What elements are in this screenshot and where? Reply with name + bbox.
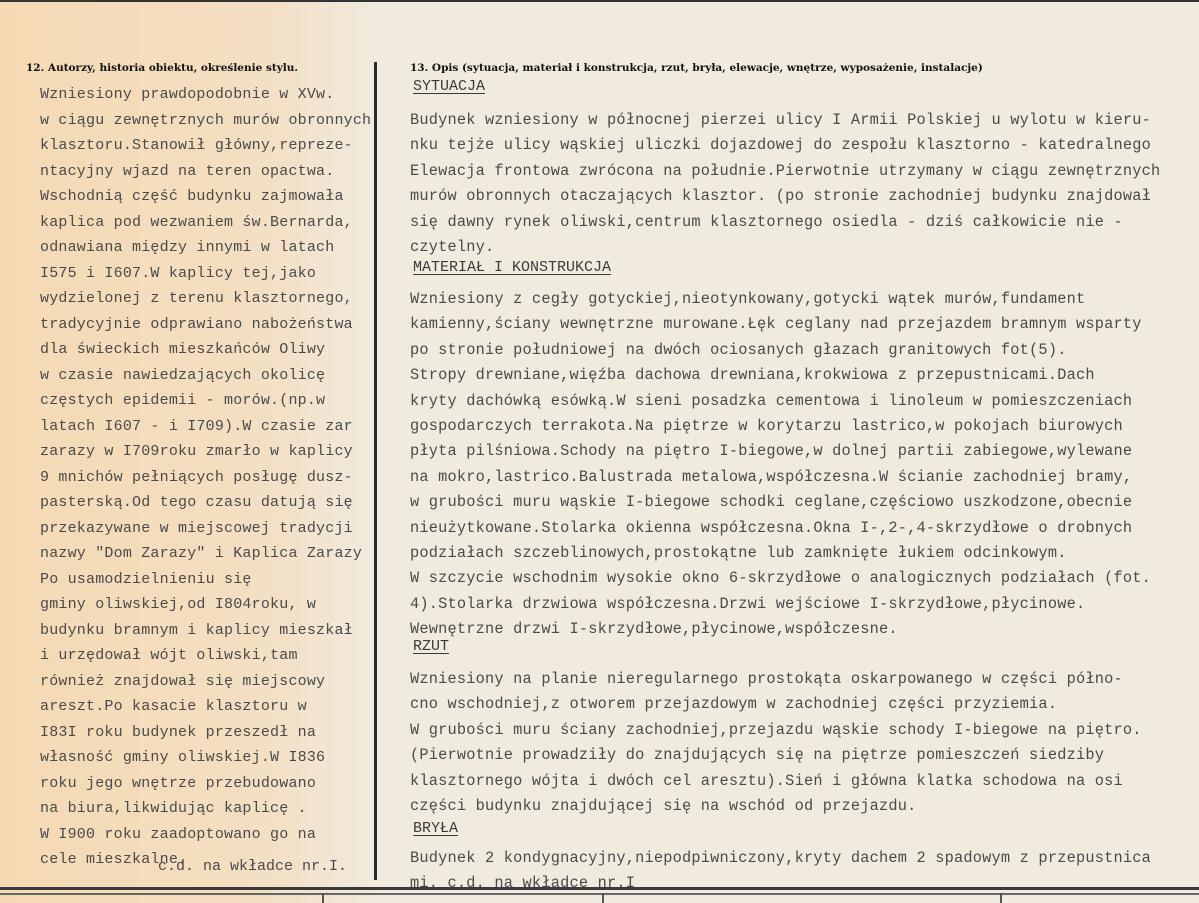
text-line: kaplica pod wezwaniem św.Bernarda, bbox=[40, 213, 353, 231]
text-line: w grubości muru wąskie I-biegowe schodki ceglane,częściowo uszkodzone,obecnie bbox=[410, 493, 1133, 512]
text-line: murów obronnych otaczających klasztor. (po stronie zachodniej budynku znajdował bbox=[410, 187, 1151, 206]
left-continuation-note: c.d. na wkładce nr.I. bbox=[158, 858, 348, 875]
column-divider bbox=[374, 62, 377, 880]
text-line: podziałach szczeblinowych,prostokątne lub zamknięte łukiem odcinkowym. bbox=[410, 543, 1067, 562]
text-line: klasztoru.Stanowił główny,repreze- bbox=[40, 137, 353, 154]
text-line: 4).Stolarka drzwiowa współczesna.Drzwi wejściowe I-skrzydłowe,płycinowe. bbox=[410, 594, 1086, 613]
text-line: Wzniesiony z cegły gotyckiej,nieotynkowany,gotycki wątek murów,fundament bbox=[410, 290, 1086, 308]
sytuacja-text bbox=[410, 108, 1195, 260]
text-line: odnawiana między innymi w latach bbox=[40, 239, 335, 256]
text-line: klasztornego wójta i dwóch cel aresztu).Sień i główna klatka schodowa na osi bbox=[410, 771, 1123, 790]
text-line: częstych epidemii - morów.(np.w bbox=[40, 392, 326, 409]
text-line: roku jego wnętrze przebudowano bbox=[40, 774, 317, 792]
material-text bbox=[410, 287, 1195, 642]
left-column-text bbox=[40, 82, 370, 873]
text-line: W I900 roku zaadoptowano go na bbox=[40, 825, 317, 843]
text-line: I575 i I607.W kaplicy tej,jako bbox=[40, 264, 317, 282]
text-line: cno wschodniej,z otworem przejazdowym w zachodniej części przyziemia. bbox=[410, 695, 1058, 714]
text-line: budynku bramnym i kaplicy mieszkał bbox=[40, 621, 353, 639]
text-line: i urzędował wójt oliwski,tam bbox=[40, 647, 298, 664]
text-line: kryty dachówką esówką.W sieni posadzka cementowa i linoleum w pomieszczeniach bbox=[410, 391, 1133, 410]
top-border bbox=[0, 0, 1199, 2]
text-line: pasterską.Od tego czasu datują się bbox=[40, 494, 353, 511]
text-line: W grubości muru ściany zachodniej,przejazdu wąskie schody I-biegowe na piętro. bbox=[410, 720, 1142, 739]
text-line: areszt.Po kasacie klasztoru w bbox=[40, 698, 307, 715]
section-bryla: BRYŁA bbox=[413, 820, 459, 837]
text-line: cele mieszkalne. bbox=[40, 851, 188, 868]
text-line: na biura,likwidując kaplicę . bbox=[40, 800, 307, 817]
text-line: własność gminy oliwskiej.W I836 bbox=[40, 749, 326, 766]
left-heading: 12. Autorzy, historia obiektu, określenie stylu. bbox=[26, 62, 299, 74]
text-line: 9 mnichów pełniących posługę dusz- bbox=[40, 468, 353, 486]
section-sytuacja: SYTUACJA bbox=[413, 78, 486, 95]
section-material: MATERIAŁ I KONSTRUKCJA bbox=[413, 259, 612, 276]
text-line: latach I607 - i I709).W czasie zar bbox=[40, 417, 353, 435]
text-line: przekazywane w miejscowej tradycji bbox=[40, 519, 353, 537]
text-line: Wzniesiony prawdopodobnie w XVw. bbox=[40, 86, 335, 103]
text-line: Wewnętrzne drzwi I-skrzydłowe,płycinowe,współczesne. bbox=[410, 620, 898, 639]
right-heading: 13. Opis (sytuacja, materiał i konstrukcja, rzut, bryła, elewacje, wnętrze, wyposażenie, instalacje) bbox=[410, 62, 983, 74]
bryla-text bbox=[410, 846, 1195, 897]
text-line: gospodarczych terrakota.Na piętrze w korytarzu lastrico,w pokojach biurowych bbox=[410, 416, 1123, 435]
rzut-text bbox=[410, 667, 1195, 819]
text-line: na mokro,lastrico.Balustrada metalowa,współczesna.W ścianie zachodniej bramy, bbox=[410, 467, 1133, 486]
text-line: ntacyjny wjazd na teren opactwa. bbox=[40, 162, 335, 180]
text-line: kamienny,ściany wewnętrzne murowane.Łęk ceglany nad przejazdem bramnym wsparty bbox=[410, 315, 1142, 334]
bottom-tick bbox=[322, 893, 324, 903]
text-line: w ciągu zewnętrznych murów obronnych bbox=[40, 111, 372, 129]
text-line: Wzniesiony na planie nieregularnego prostokąta oskarpowanego w części półno- bbox=[410, 670, 1123, 688]
text-line: nazwy "Dom Zarazy" i Kaplica Zarazy bbox=[40, 545, 363, 562]
text-line: Budynek 2 kondygnacyjny,niepodpiwniczony,kryty dachem 2 spadowym z przepustnica bbox=[410, 849, 1151, 867]
text-line: I83I roku budynek przeszedł na bbox=[40, 723, 317, 741]
text-line: Budynek wzniesiony w północnej pierzei ulicy I Armii Polskiej u wylotu w kieru- bbox=[410, 111, 1151, 129]
text-line: Po usamodzielnieniu się bbox=[40, 570, 252, 588]
text-line: się dawny rynek oliwski,centrum klasztornego osiedla - dziś całkowicie nie - bbox=[410, 212, 1123, 231]
text-line: Stropy drewniane,więźba dachowa drewniana,krokwiowa z przepustnicami.Dach bbox=[410, 366, 1095, 385]
text-line: w czasie nawiedzających okolicę bbox=[40, 366, 326, 384]
text-line: po stronie południowej na dwóch ociosanych głazach granitowych fot(5). bbox=[410, 340, 1067, 359]
text-line: wydzielonej z terenu klasztornego, bbox=[40, 290, 353, 307]
text-line: nku tejże ulicy wąskiej uliczki dojazdowej do zespołu klasztorno - katedralnego bbox=[410, 136, 1151, 155]
text-line: W szczycie wschodnim wysokie okno 6-skrzydłowe o analogicznych podziałach (fot. bbox=[410, 569, 1151, 588]
text-line: czytelny. bbox=[410, 237, 495, 256]
text-line: Wschodnią część budynku zajmowała bbox=[40, 188, 344, 205]
text-line: mi. c.d. na wkładce nr.I bbox=[410, 874, 636, 893]
text-line: gminy oliwskiej,od I804roku, w bbox=[40, 596, 317, 613]
text-line: tradycyjnie odprawiano nabożeństwa bbox=[40, 315, 353, 333]
text-line: nieużytkowane.Stolarka okienna współczesna.Okna I-,2-,4-skrzydłowe o drobnych bbox=[410, 518, 1133, 537]
section-rzut: RZUT bbox=[413, 638, 450, 655]
text-line: płyta pilśniowa.Schody na piętro I-biegowe,w dolnej partii zabiegowe,wylewane bbox=[410, 442, 1133, 461]
text-line: Elewacja frontowa zwrócona na południe.Pierwotnie utrzymany w ciągu zewnętrznych bbox=[410, 161, 1161, 180]
text-line: dla świeckich mieszkańców Oliwy bbox=[40, 341, 326, 358]
text-line: części budynku znajdującej się na wschód od przejazdu. bbox=[410, 796, 917, 815]
text-line: (Pierwotnie prowadziły do znajdujących się na piętrze pomieszczeń siedziby bbox=[410, 746, 1105, 765]
text-line: również znajdował się miejscowy bbox=[40, 672, 326, 690]
text-line: zarazy w I709roku zmarło w kaplicy bbox=[40, 443, 353, 460]
